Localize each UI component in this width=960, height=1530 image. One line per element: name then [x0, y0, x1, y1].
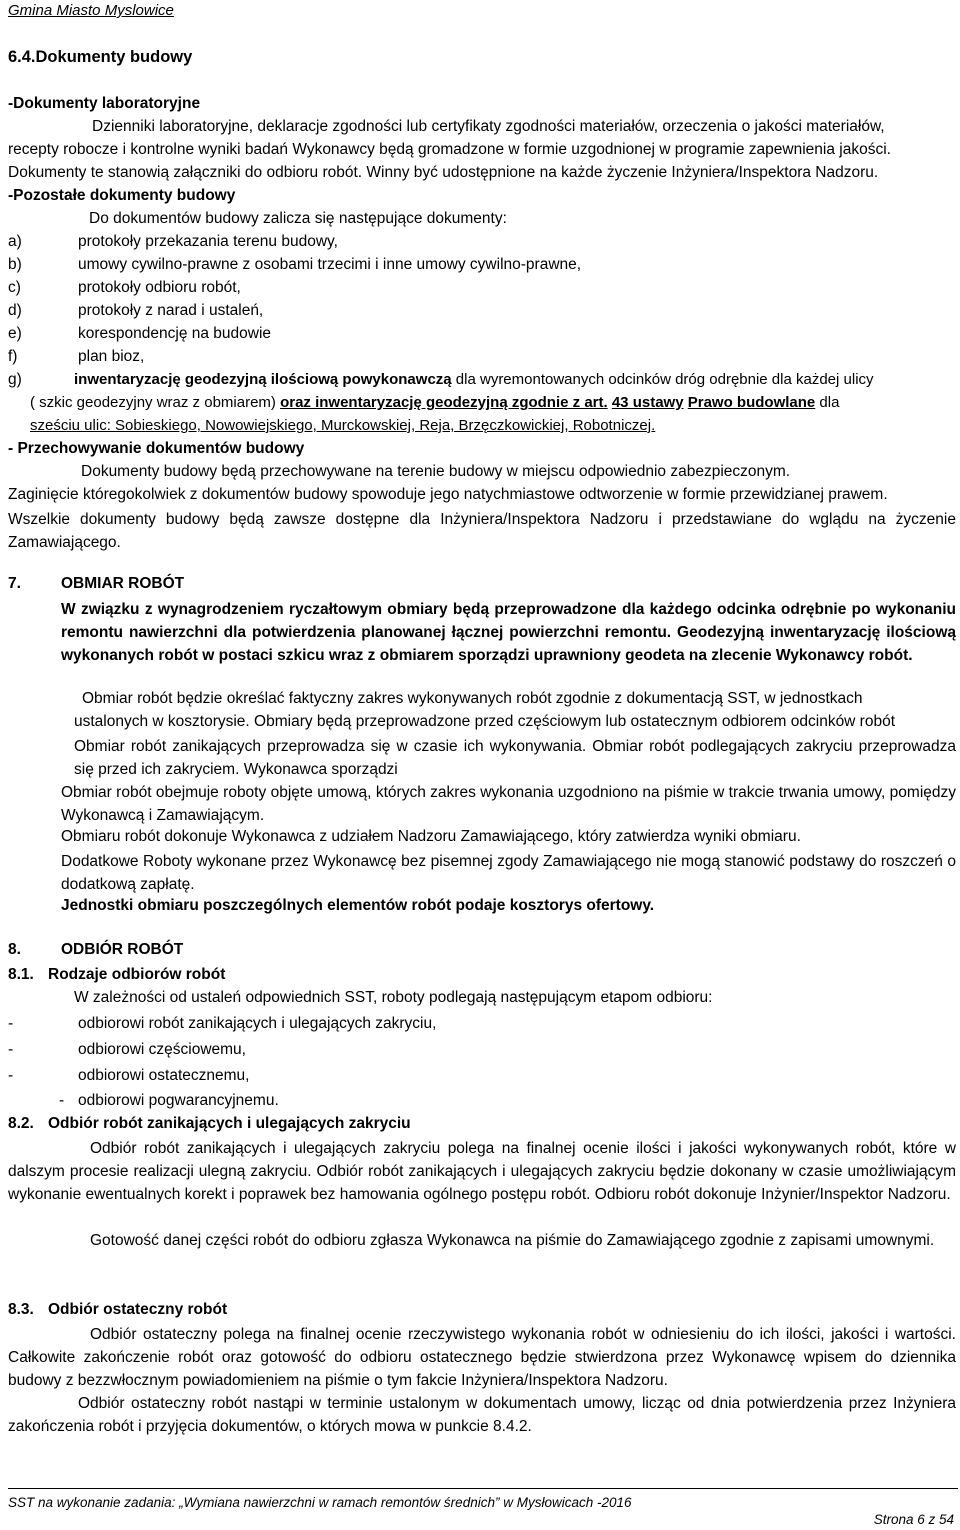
- list-item-letter: f): [8, 348, 18, 365]
- measurement-text: Obmiar robót zanikających przeprowadza się w czasie ich wykonywania. Obmiar robót podlegających zakryciu przeprowadza się przed ich zakryciem. Wykonawca sporządzi: [74, 738, 956, 779]
- list-item-g-cont: [30, 394, 839, 411]
- list-item-letter: g): [8, 371, 22, 388]
- section-title-8: ODBIÓR ROBÓT: [61, 941, 184, 958]
- acceptance-list-item: odbiorowi robót zanikających i ulegających zakryciu,: [78, 1015, 437, 1032]
- lab-docs-text-line: recepty robocze i kontrolne wyniki badań Wykonawcy będą gromadzone w formie uzgodnionej w programie zapewnienia jakości.: [8, 141, 891, 158]
- list-item-g-plain: ( szkic geodezyjny wraz z obmiarem): [30, 394, 276, 411]
- list-item: protokoły przekazania terenu budowy,: [78, 233, 338, 250]
- section-number-8-3: 8.3.: [8, 1301, 34, 1318]
- list-item: umowy cywilno-prawne z osobami trzecimi i inne umowy cywilno-prawne,: [78, 256, 582, 273]
- other-docs-intro: Do dokumentów budowy zalicza się następujące dokumenty:: [89, 210, 507, 227]
- list-item-g-end: dla: [819, 394, 840, 411]
- final-acceptance-text: Odbiór ostateczny polega na finalnej ocenie rzeczywistego wykonania robót w odniesieniu do ich ilości, jakości i wartości. Całkowite zakończenie robót oraz gotowość do odbioru ostatecznego będzie stwierdzona przez Wykonawcę wpisem do dziennika budowy z bezzwłocznym powiadomieniem na piśmie o tym fakcie Inżyniera/Inspektora Nadzoru.: [8, 1326, 956, 1390]
- list-item: protokoły z narad i ustaleń,: [78, 302, 264, 319]
- section-number-8: 8.: [8, 941, 21, 958]
- list-item-letter: d): [8, 302, 22, 319]
- list-dash: -: [8, 1015, 14, 1032]
- other-docs-heading: -Pozostałe dokumenty budowy: [8, 187, 236, 204]
- section-number-8-2: 8.2.: [8, 1115, 34, 1132]
- section-number-7: 7.: [8, 575, 21, 592]
- acceptance-list-item: odbiorowi pogwarancyjnemu.: [78, 1092, 279, 1109]
- document-header: Gmina Miasto Myslowice: [8, 2, 174, 19]
- acceptance-intro: W zależności od ustaleń odpowiednich SST, roboty podlegają następującym etapom odbioru:: [74, 989, 713, 1006]
- list-item-g-law: Prawo budowlane: [687, 394, 816, 411]
- measurement-units-note: Jednostki obmiaru poszczególnych elementów robót podaje kosztorys ofertowy.: [61, 897, 655, 914]
- acceptance-list-item: odbiorowi ostatecznemu,: [78, 1067, 250, 1084]
- storage-text: Zaginięcie któregokolwiek z dokumentów budowy spowoduje jego natychmiastowe odtworzenie w formie przewidzianej prawem.: [8, 486, 888, 503]
- list-item-g-bold-underlined: oraz inwentaryzację geodezyjną zgodnie z art.: [280, 394, 608, 411]
- page-number: Strona 6 z 54: [873, 1512, 954, 1527]
- list-item-letter: a): [8, 233, 22, 250]
- storage-text: Dokumenty budowy będą przechowywane na terenie budowy w miejscu odpowiednio zabezpieczonym.: [81, 463, 791, 480]
- acceptance-list-item: odbiorowi częściowemu,: [78, 1041, 246, 1058]
- final-acceptance-text: Odbiór ostateczny robót nastąpi w terminie ustalonym w dokumentach umowy, licząc od dnia potwierdzenia przez Inżyniera zakończenia robót i przyjęcia dokumentów, o których mowa w punkcie 8.4.2.: [8, 1395, 956, 1436]
- storage-heading: - Przechowywanie dokumentów budowy: [8, 440, 305, 457]
- list-item: protokoły odbioru robót,: [78, 279, 241, 296]
- list-dash: -: [8, 1067, 14, 1084]
- hidden-works-text: Gotowość danej części robót do odbioru zgłasza Wykonawca na piśmie do Zamawiającego zgodnie z zapisami umownymi.: [90, 1232, 935, 1249]
- section-heading-6-4: 6.4.Dokumenty budowy: [8, 48, 193, 66]
- list-item-g-streets: sześciu ulic: Sobieskiego, Nowowiejskiego, Murckowskiej, Reja, Brzęczkowickiej, Robotniczej.: [30, 417, 656, 434]
- list-item-letter: b): [8, 256, 22, 273]
- list-item-letter: e): [8, 325, 22, 342]
- list-dash: -: [59, 1092, 65, 1109]
- list-item-g-rest: dla wyremontowanych odcinków dróg odrębnie dla każdej ulicy: [455, 371, 874, 388]
- measurement-text: ustalonych w kosztorysie. Obmiary będą przeprowadzone przed częściowym lub ostatecznym odbiorem odcinków robót: [74, 713, 896, 730]
- footer-divider: [8, 1488, 958, 1489]
- hidden-works-text: Odbiór robót zanikających i ulegających zakryciu polega na finalnej ocenie ilości i jakości wykonywanych robót, które w dalszym procesie realizacji ulegną zakryciu. Odbiór robót zanikających i ulegających zakryciu będzie dokonany w czasie umożliwiającym wykonanie ewentualnych korekt i poprawek bez hamowania ogólnego postępu robót. Odbioru robót dokonuje Inżynier/Inspektor Nadzoru.: [8, 1140, 956, 1204]
- measurement-text: Obmiar robót obejmuje roboty objęte umową, których zakres wykonania uzgodniono na piśmie w trakcie trwania umowy, pomiędzy Wykonawcą i Zamawiającym.: [61, 784, 956, 825]
- section-title-8-3: Odbiór ostateczny robót: [48, 1301, 228, 1318]
- list-item-g: [74, 371, 874, 388]
- section-number-8-1: 8.1.: [8, 966, 34, 983]
- section-title-8-2: Odbiór robót zanikających i ulegających zakryciu: [48, 1115, 411, 1132]
- measurement-text: Obmiaru robót dokonuje Wykonawca z udziałem Nadzoru Zamawiającego, który zatwierdza wyniki obmiaru.: [61, 828, 801, 845]
- storage-text: Wszelkie dokumenty budowy będą zawsze dostępne dla Inżyniera/Inspektora Nadzoru i przedstawiane do wglądu na życzenie Zamawiającego.: [8, 511, 956, 552]
- list-item: plan bioz,: [78, 348, 145, 365]
- list-dash: -: [8, 1041, 14, 1058]
- list-item-g-bold: inwentaryzację geodezyjną ilościową powykonawczą: [74, 371, 452, 388]
- lab-docs-heading: -Dokumenty laboratoryjne: [8, 95, 201, 112]
- list-item-letter: c): [8, 279, 21, 296]
- measurement-text: Obmiar robót będzie określać faktyczny zakres wykonywanych robót zgodnie z dokumentacją SST, w jednostkach: [82, 690, 863, 707]
- lab-docs-text-line: Dzienniki laboratoryjne, deklaracje zgodności lub certyfikaty zgodności materiałów, orzeczenia o jakości materiałów,: [92, 118, 885, 135]
- footer-text: SST na wykonanie zadania: „Wymiana nawierzchni w ramach remontów średnich” w Mysłowicach -2016: [8, 1495, 632, 1510]
- list-item-g-art: 43 ustawy: [611, 394, 684, 411]
- lab-docs-text-line: Dokumenty te stanowią załączniki do odbioru robót. Winny być udostępnione na każde życzenie Inżyniera/Inspektora Nadzoru.: [8, 164, 879, 181]
- measurement-bold-paragraph: W związku z wynagrodzeniem ryczałtowym obmiary będą przeprowadzone dla każdego odcinka odrębnie po wykonaniu remontu nawierzchni dla potwierdzenia planowanej łącznej powierzchni remontu. Geodezyjną inwentaryzację ilościową wykonanych robót w postaci szkicu wraz z obmiarem sporządzi uprawniony geodeta na zlecenie Wykonawcy robót.: [61, 601, 956, 665]
- section-title-8-1: Rodzaje odbiorów robót: [48, 966, 226, 983]
- measurement-text: Dodatkowe Roboty wykonane przez Wykonawcę bez pisemnej zgody Zamawiającego nie mogą stanowić podstawy do roszczeń o dodatkową zapłatę.: [61, 853, 956, 894]
- section-title-7: OBMIAR ROBÓT: [61, 575, 185, 592]
- list-item: korespondencję na budowie: [78, 325, 272, 342]
